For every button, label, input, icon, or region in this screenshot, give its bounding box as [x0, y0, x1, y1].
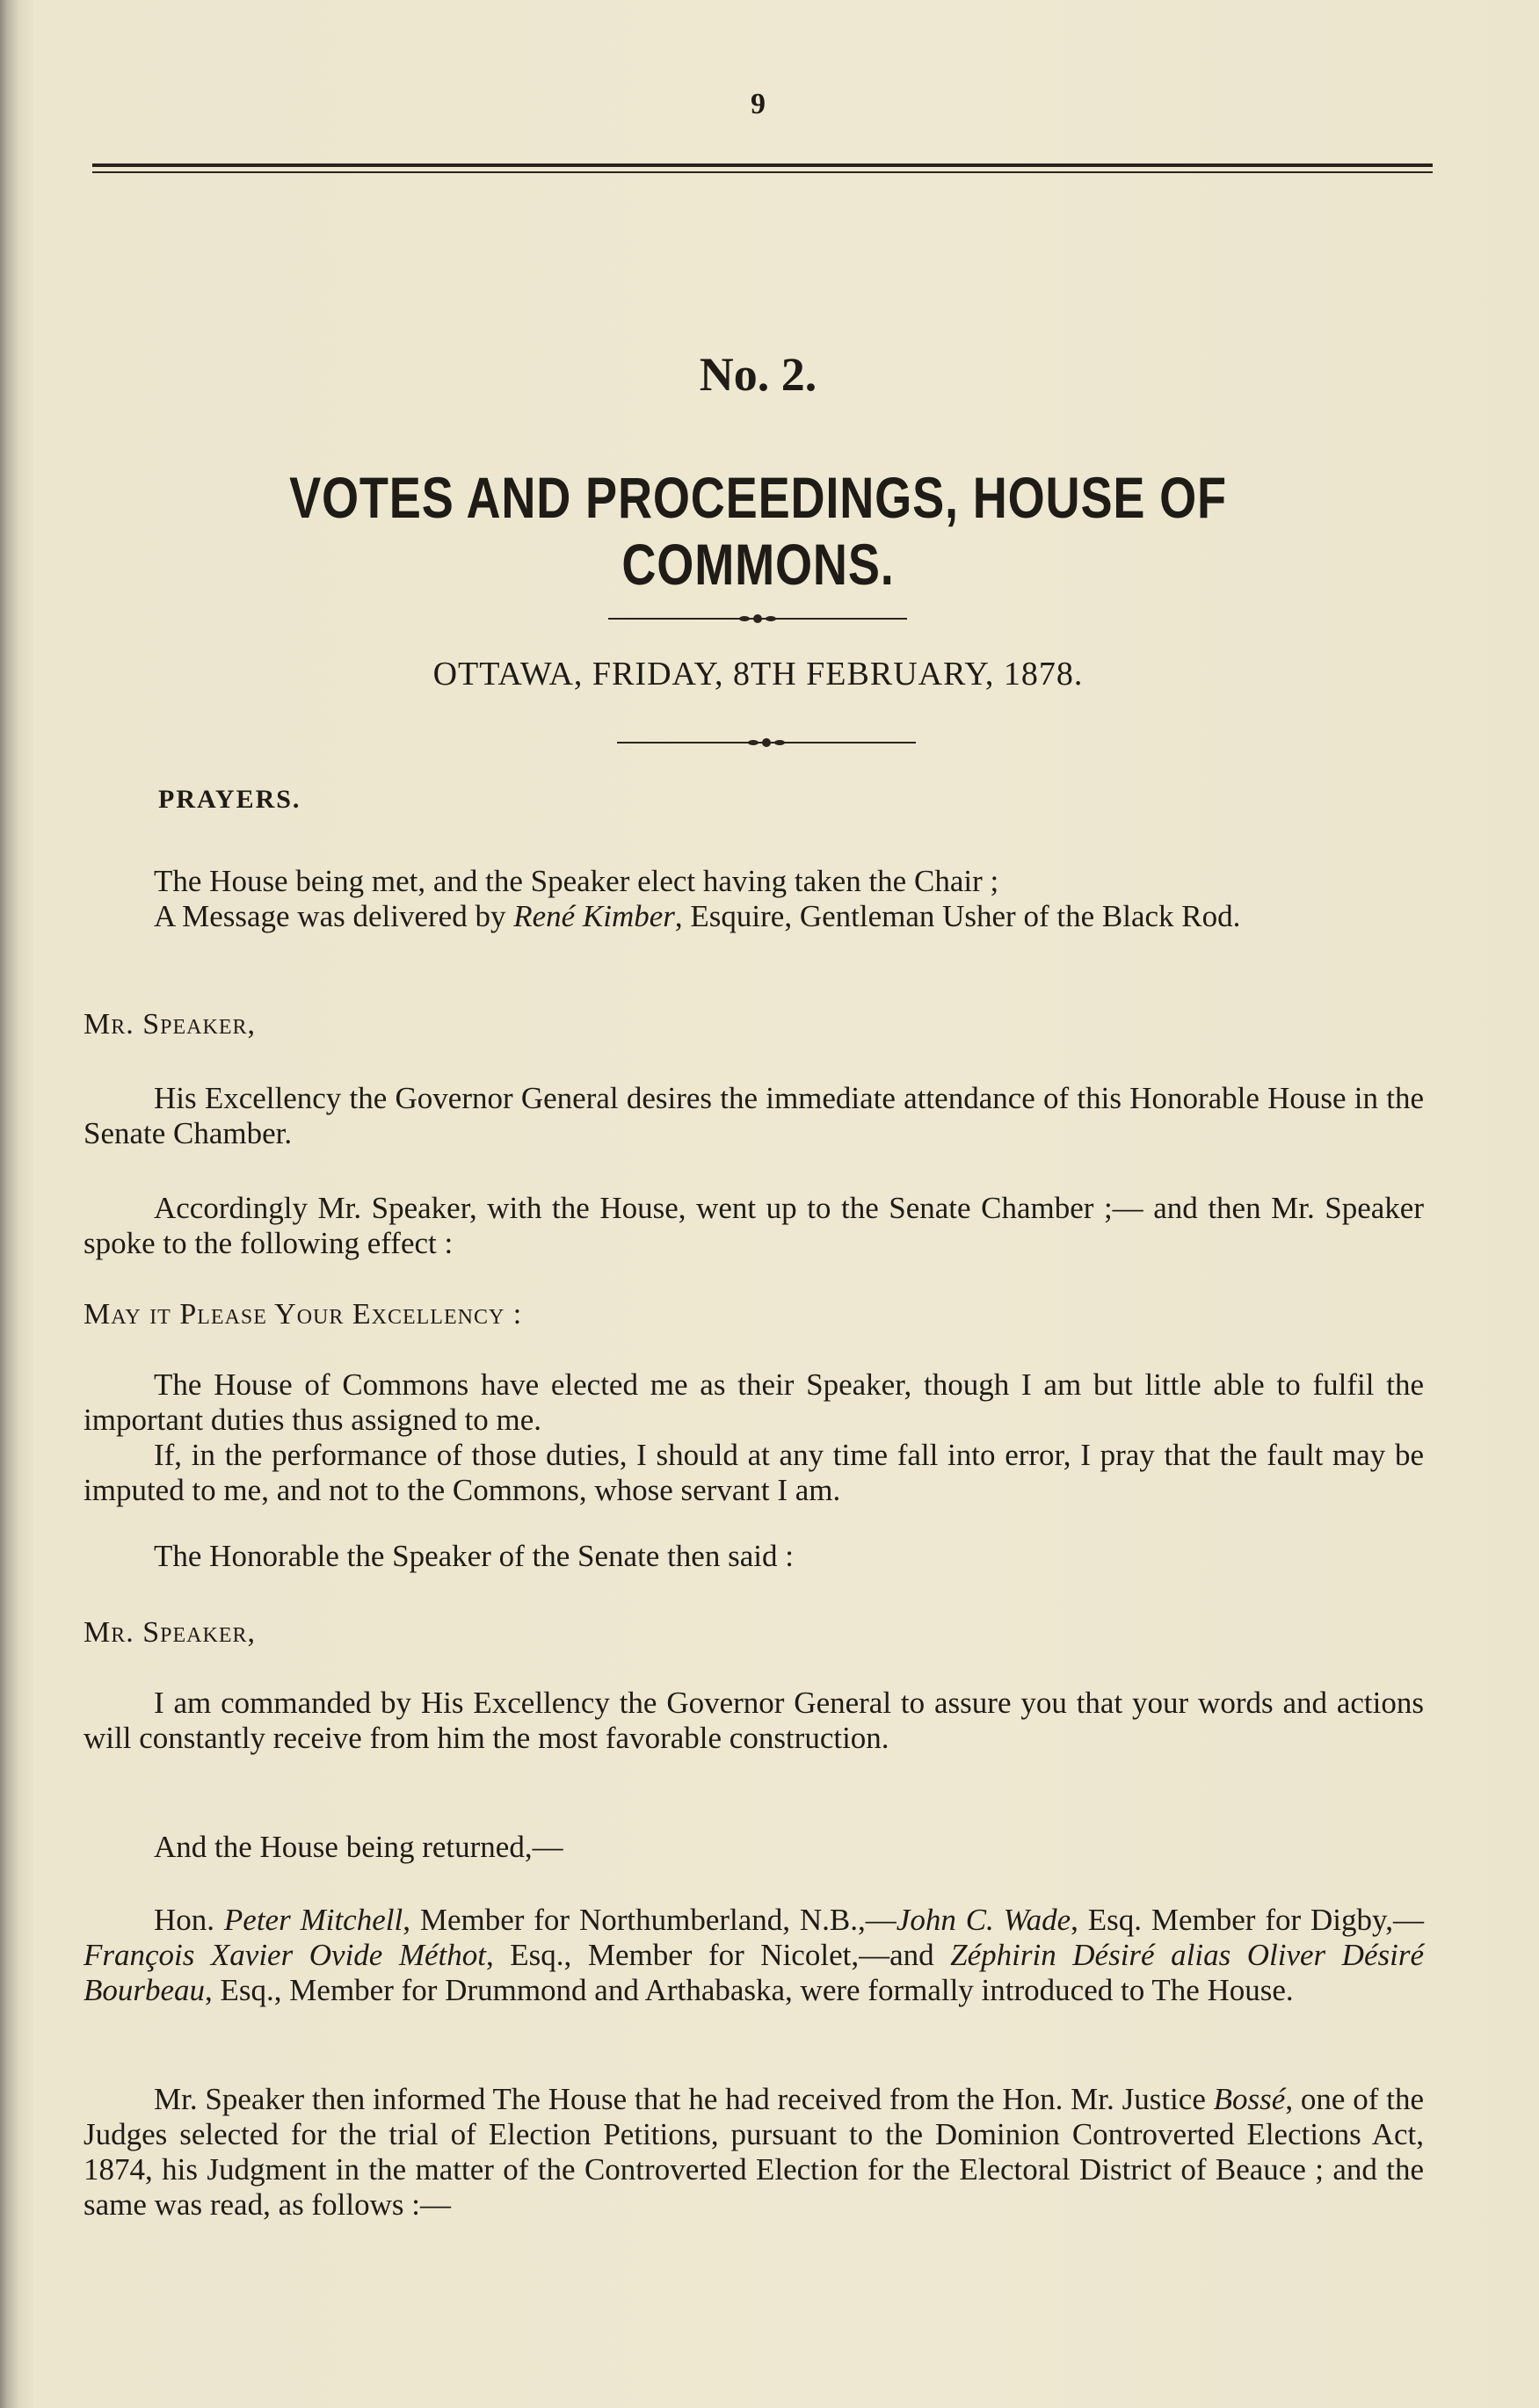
opening-paragraphs	[83, 864, 1424, 934]
paragraph-senate-speaker: The Honorable the Speaker of the Senate then said :	[154, 1539, 794, 1573]
paragraph-governor-attendance: His Excellency the Governor General desires the immediate attendance of this Honorable House in the Senate Chamber.	[83, 1081, 1424, 1150]
ornamental-divider-top	[608, 610, 907, 627]
speaker-address	[83, 1367, 1424, 1508]
paragraph-members-introduced	[83, 1903, 1424, 2008]
prayers-heading: PRAYERS.	[158, 785, 301, 814]
document-title: VOTES AND PROCEEDINGS, HOUSE OF COMMONS.	[289, 465, 1227, 597]
member-name-wade: John C. Wade	[896, 1903, 1071, 1937]
paragraph-house-returned: And the House being returned,—	[154, 1830, 563, 1864]
dateline: OTTAWA, FRIDAY, 8TH FEBRUARY, 1878.	[432, 656, 1084, 693]
intro-text-b: , Member for Northumberland, N.B.,—	[403, 1903, 897, 1937]
page-number: 9	[751, 88, 766, 120]
paragraph-senate-chamber: Accordingly Mr. Speaker, with the House, went up to the Senate Chamber ;— and then Mr. Speaker spoke to the following effect :	[83, 1191, 1424, 1260]
header-double-rule	[92, 163, 1433, 173]
address-heading-2	[83, 1297, 1424, 1332]
judgment-text-b: , one of the Judges selected for the trial of Election Petitions, pursuant to the Dominion Controverted Elections Act, 1874, his Judgment in the matter of the Controverted Election for the Electoral District of Beauce ; and the same was read, as follows :—	[83, 2082, 1424, 2222]
paragraph-message	[83, 899, 1424, 934]
member-name-bourbeau: Zéphirin Désiré alias Oliver Désiré Bourbeau	[83, 1938, 1424, 2007]
paragraph-judgment	[83, 2082, 1424, 2223]
paragraph-commanded: I am commanded by His Excellency the Governor General to assure you that your words and actions will constantly receive from him the most favorable construction.	[83, 1686, 1424, 1755]
usher-name: René Kimber	[513, 899, 675, 933]
address-heading-3	[83, 1615, 1424, 1650]
judgment-text-a: Mr. Speaker then informed The House that he had received from the Hon. Mr. Justice	[154, 2082, 1214, 2116]
address-heading-1	[83, 1007, 1424, 1042]
member-name-mitchell: Peter Mitchell	[223, 1903, 403, 1937]
member-name-methot: François Xavier Ovide Méthot	[83, 1938, 487, 1972]
intro-text-c: , Esq. Member for Digby,—	[1071, 1903, 1424, 1937]
paragraph-fault: If, in the performance of those duties, I should at any time fall into error, I pray that the fault may be imputed to me, and not to the Commons, whose servant I am.	[83, 1438, 1424, 1507]
address-text-2: May it Please Your Excellency :	[83, 1298, 523, 1331]
address-text-1: Mr. Speaker,	[83, 1008, 256, 1041]
paragraph-speaker-chair: The House being met, and the Speaker elect having taken the Chair ;	[154, 864, 999, 898]
intro-text-d: , Esq., Member for Nicolet,—and	[486, 1938, 951, 1972]
ornamental-divider-bottom	[617, 734, 916, 751]
address-text-3: Mr. Speaker,	[83, 1616, 256, 1649]
intro-text-a: Hon.	[154, 1903, 224, 1937]
intro-text-e: , Esq., Member for Drummond and Arthabaska, were formally introduced to The House.	[205, 1973, 1294, 2007]
paragraph-elected: The House of Commons have elected me as their Speaker, though I am but little able to fulfil the important duties thus assigned to me.	[83, 1367, 1424, 1437]
message-text-1: A Message was delivered by	[154, 899, 514, 933]
judge-name-bosse: Bossé	[1213, 2082, 1286, 2116]
document-number: No. 2.	[699, 348, 817, 401]
message-text-2: , Esquire, Gentleman Usher of the Black Rod.	[674, 899, 1241, 933]
